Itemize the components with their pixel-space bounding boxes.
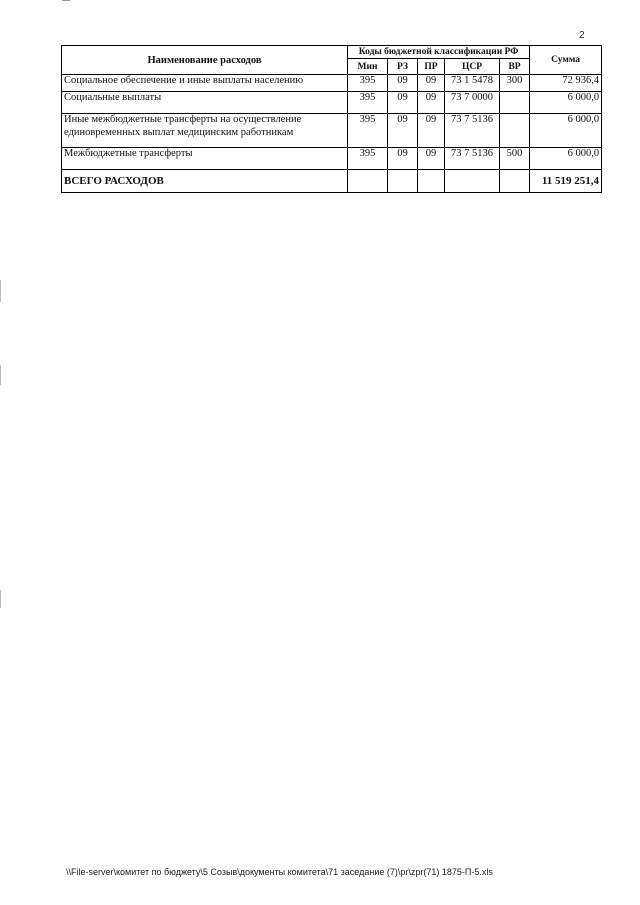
row-vr: 300	[500, 75, 530, 92]
row-vr: 500	[500, 148, 530, 170]
row-pr: 09	[418, 114, 445, 148]
row-csr: 73 7 0000	[445, 92, 500, 114]
total-empty-cell	[500, 170, 530, 193]
budget-table	[61, 45, 602, 193]
table-row	[62, 114, 602, 148]
row-name: Иные межбюджетные трансферты на осуществление единовременных выплат медицинским работникам	[62, 114, 348, 148]
row-min: 395	[348, 75, 388, 92]
column-header-pr: ПР	[418, 59, 445, 75]
total-label: ВСЕГО РАСХОДОВ	[62, 170, 348, 193]
column-header-csr: ЦСР	[445, 59, 500, 75]
scan-margin-mark	[0, 590, 1, 608]
row-rz: 09	[388, 114, 418, 148]
table-row	[62, 75, 602, 92]
total-empty-cell	[418, 170, 445, 193]
row-min: 395	[348, 114, 388, 148]
row-min: 395	[348, 92, 388, 114]
row-pr: 09	[418, 92, 445, 114]
total-row	[62, 170, 602, 193]
row-sum: 72 936,4	[530, 75, 602, 92]
row-csr: 73 1 5478	[445, 75, 500, 92]
total-empty-cell	[388, 170, 418, 193]
row-name: Социальные выплаты	[62, 92, 348, 114]
row-vr	[500, 92, 530, 114]
column-header-name: Наименование расходов	[62, 46, 348, 75]
row-csr: 73 7 5136	[445, 148, 500, 170]
table-header-row	[62, 46, 602, 59]
column-header-vr: ВР	[500, 59, 530, 75]
column-header-codes-group: Коды бюджетной классификации РФ	[348, 46, 530, 59]
top-edge-mark	[62, 0, 70, 1]
row-pr: 09	[418, 75, 445, 92]
row-min: 395	[348, 148, 388, 170]
total-empty-cell	[445, 170, 500, 193]
page-number: 2	[579, 30, 585, 41]
scan-margin-mark	[0, 280, 1, 302]
column-header-min: Мин	[348, 59, 388, 75]
row-csr: 73 7 5136	[445, 114, 500, 148]
file-path-footer: \\File-server\комитет по бюджету\5 Созыв\документы комитета\71 заседание (7)\pr\zpr(71) 1875-П-5.xls	[66, 867, 493, 877]
scan-margin-mark	[0, 365, 1, 385]
column-header-sum: Сумма	[530, 46, 602, 75]
row-sum: 6 000,0	[530, 148, 602, 170]
row-name: Социальное обеспечение и иные выплаты населению	[62, 75, 348, 92]
column-header-rz: РЗ	[388, 59, 418, 75]
row-name: Межбюджетные трансферты	[62, 148, 348, 170]
row-pr: 09	[418, 148, 445, 170]
row-rz: 09	[388, 148, 418, 170]
row-sum: 6 000,0	[530, 92, 602, 114]
total-empty-cell	[348, 170, 388, 193]
row-rz: 09	[388, 75, 418, 92]
table-row	[62, 148, 602, 170]
row-vr	[500, 114, 530, 148]
row-rz: 09	[388, 92, 418, 114]
total-sum: 11 519 251,4	[530, 170, 602, 193]
table-row	[62, 92, 602, 114]
row-sum: 6 000,0	[530, 114, 602, 148]
